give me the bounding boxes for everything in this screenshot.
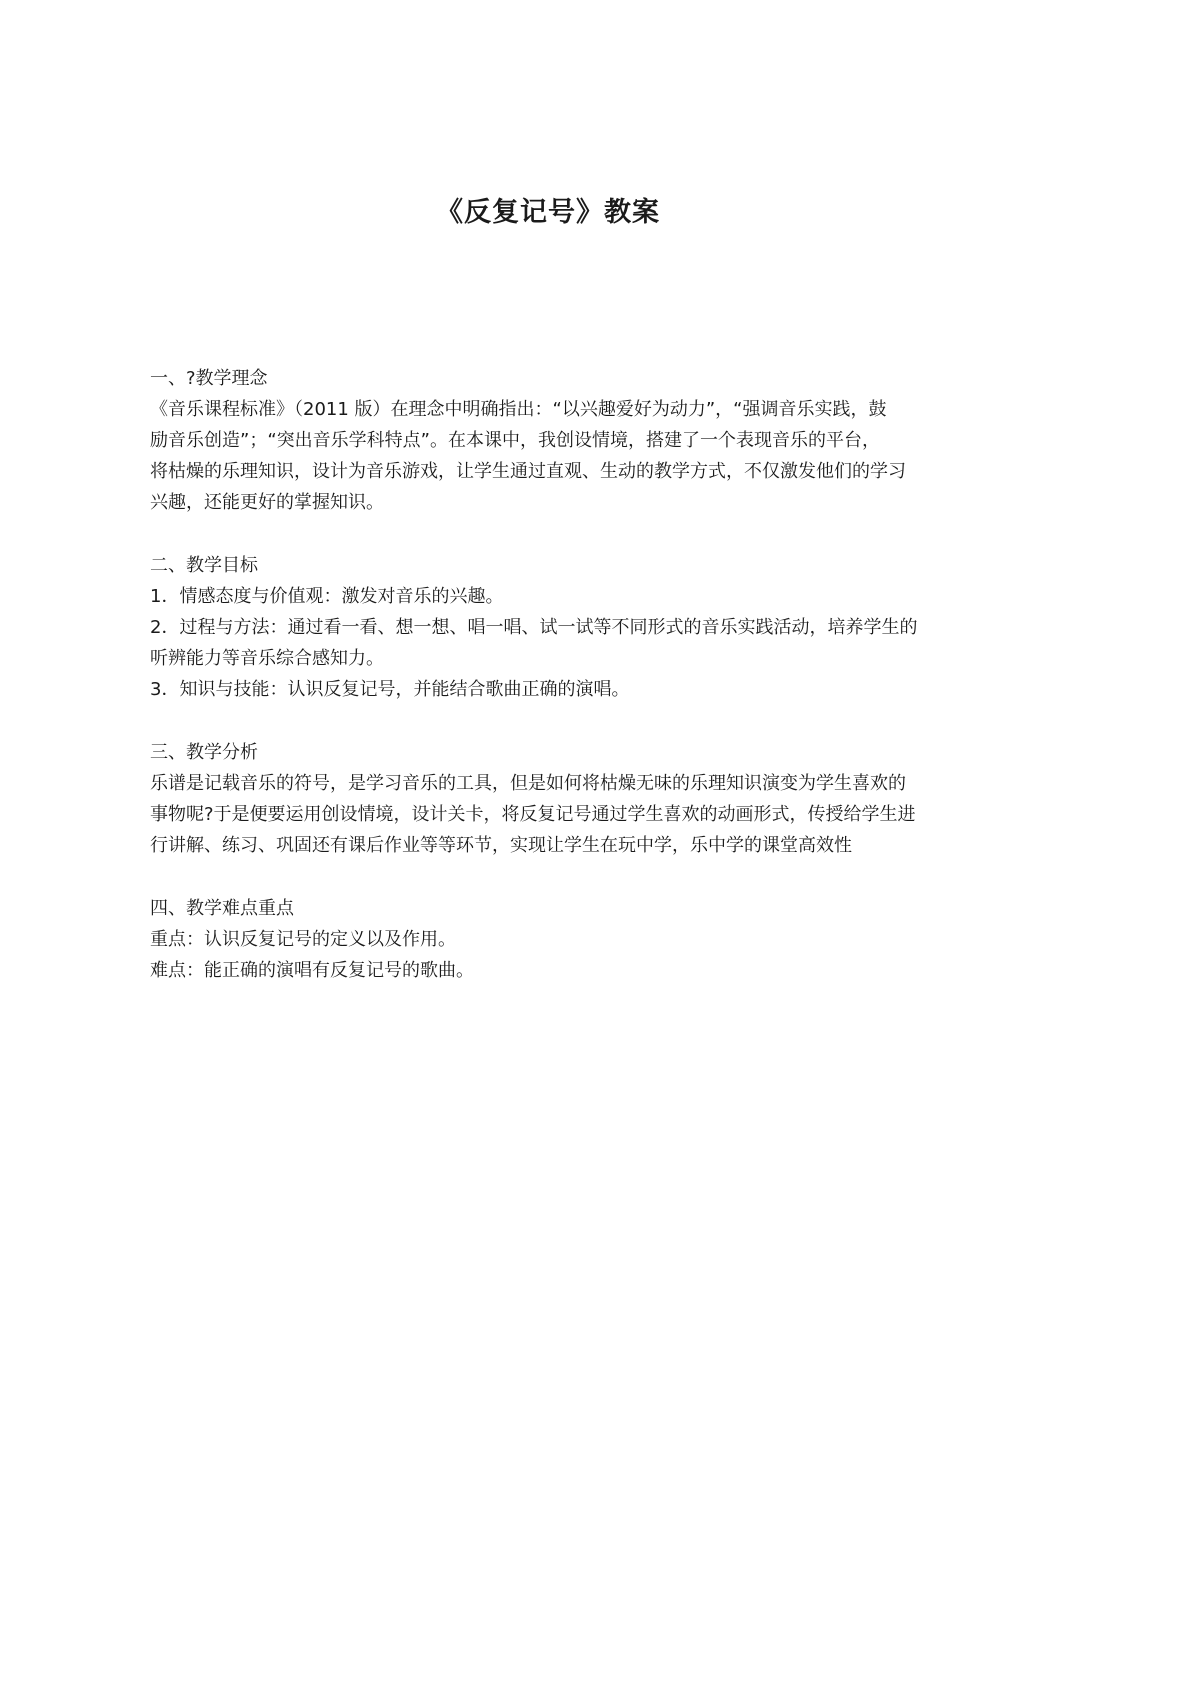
section-heading: 一、?教学理念 (150, 368, 268, 389)
section-heading: 二、教学目标 (150, 555, 258, 576)
section-key-difficult-points (150, 893, 1050, 986)
paragraph-line: 《音乐课程标准》（2011 版）在理念中明确指出：“以兴趣爱好为动力”，“强调音乐实践，鼓 (150, 399, 887, 420)
document-body (150, 363, 1050, 1018)
difficult-point: 难点：能正确的演唱有反复记号的歌曲。 (150, 960, 474, 981)
paragraph-line: 行讲解、练习、巩固还有课后作业等等环节，实现让学生在玩中学，乐中学的课堂高效性 (150, 835, 852, 856)
document-title: 《反复记号》教案 (436, 197, 660, 228)
key-point: 重点：认识反复记号的定义以及作用。 (150, 929, 456, 950)
section-teaching-philosophy (150, 363, 1050, 518)
section-teaching-analysis (150, 737, 1050, 861)
list-item: 2．过程与方法：通过看一看、想一想、唱一唱、试一试等不同形式的音乐实践活动，培养学生的 (150, 617, 918, 638)
section-teaching-goals (150, 550, 1050, 705)
paragraph-line: 乐谱是记载音乐的符号，是学习音乐的工具，但是如何将枯燥无味的乐理知识演变为学生喜欢的 (150, 773, 906, 794)
section-heading: 四、教学难点重点 (150, 898, 294, 919)
list-item: 3．知识与技能：认识反复记号，并能结合歌曲正确的演唱。 (150, 679, 630, 700)
paragraph-line: 励音乐创造”；“突出音乐学科特点”。在本课中，我创设情境，搭建了一个表现音乐的平台， (150, 430, 880, 451)
paragraph-line: 兴趣，还能更好的掌握知识。 (150, 492, 384, 513)
paragraph-line: 将枯燥的乐理知识，设计为音乐游戏，让学生通过直观、生动的教学方式，不仅激发他们的学习 (150, 461, 906, 482)
list-item-continuation: 听辨能力等音乐综合感知力。 (150, 648, 384, 669)
paragraph-line: 事物呢?于是便要运用创设情境，设计关卡，将反复记号通过学生喜欢的动画形式，传授给学生进 (150, 804, 916, 825)
section-heading: 三、教学分析 (150, 742, 258, 763)
list-item: 1．情感态度与价值观：激发对音乐的兴趣。 (150, 586, 504, 607)
